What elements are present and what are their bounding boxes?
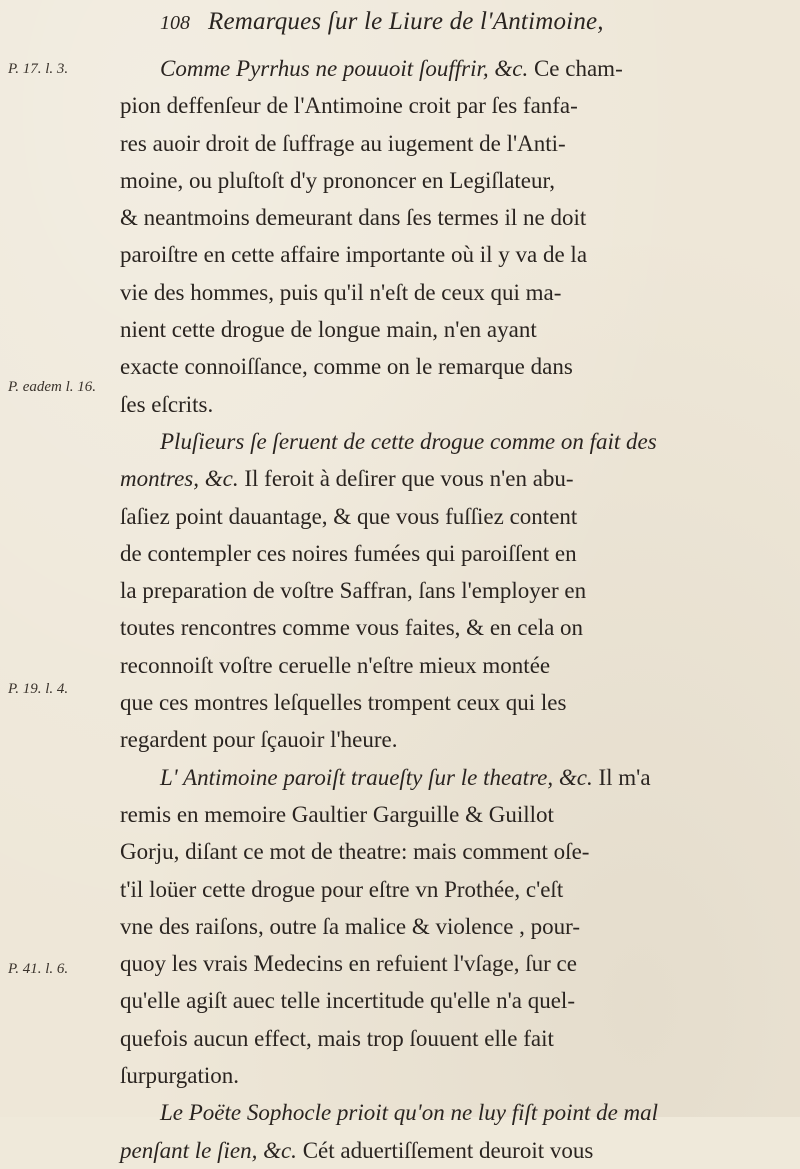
line-text: reconnoiſt voſtre ceruelle n'eſtre mieux montée bbox=[120, 652, 551, 678]
text-line bbox=[120, 348, 775, 385]
line-text: quefois aucun effect, mais trop ſouuent elle fait bbox=[120, 1025, 554, 1051]
lemma-italic: L' Antimoine paroiſt traueſty ſur le theatre, &c. bbox=[160, 764, 593, 790]
page-number: 108 bbox=[160, 12, 190, 34]
line-text: vne des raiſons, outre ſa malice & violence , pour- bbox=[120, 913, 581, 939]
lemma-italic: Le Poëte Sophocle prioit qu'on ne luy fiſt point de mal bbox=[160, 1100, 659, 1126]
lemma-italic: Pluſieurs ſe ſeruent de cette drogue comme on fait des bbox=[160, 428, 657, 454]
line-text: moine, ou pluſtoſt d'y prononcer en Legiſlateur, bbox=[120, 167, 556, 193]
text-line bbox=[120, 609, 775, 646]
text-line bbox=[120, 647, 775, 684]
margin-note: P. eadem l. 16. bbox=[8, 379, 97, 395]
line-text: regardent pour ſçauoir l'heure. bbox=[120, 727, 398, 753]
page-header bbox=[150, 8, 750, 48]
text-line bbox=[120, 1094, 775, 1131]
text-line bbox=[120, 759, 775, 796]
line-text: Il feroit à deſirer que vous n'en abu- bbox=[238, 466, 574, 492]
line-text: qu'elle agiſt auec telle incertitude qu'elle n'a quel- bbox=[120, 988, 575, 1014]
text-line bbox=[120, 386, 775, 423]
text-line bbox=[120, 833, 775, 870]
line-text: t'il loüer cette drogue pour eſtre vn Prothée, c'eſt bbox=[120, 876, 564, 902]
text-line bbox=[120, 684, 775, 721]
line-text: de contempler ces noires fumées qui paroiſſent en bbox=[120, 540, 577, 566]
text-line bbox=[120, 721, 775, 758]
text-line bbox=[120, 199, 775, 236]
line-text: vie des hommes, puis qu'il n'eſt de ceux qui ma- bbox=[120, 279, 562, 305]
line-text: ſurpurgation. bbox=[120, 1063, 240, 1089]
text-line bbox=[120, 87, 775, 124]
text-line bbox=[120, 162, 775, 199]
line-text: que ces montres leſquelles trompent ceux qui les bbox=[120, 690, 567, 716]
line-text: & neantmoins demeurant dans ſes termes il ne doit bbox=[120, 205, 587, 231]
line-text: toutes rencontres comme vous faites, & en cela on bbox=[120, 615, 584, 641]
line-text: pion deffenſeur de l'Antimoine croit par ſes fanfa- bbox=[120, 93, 578, 119]
text-line bbox=[120, 423, 775, 460]
line-text: Il m'a bbox=[592, 764, 651, 790]
text-line bbox=[120, 125, 775, 162]
running-title: Remarques ſur le Liure de l'Antimoine, bbox=[208, 8, 604, 35]
margin-note: P. 41. l. 6. bbox=[8, 961, 69, 977]
line-text: paroiſtre en cette affaire importante où il y va de la bbox=[120, 242, 588, 268]
line-text: ſes eſcrits. bbox=[120, 391, 214, 417]
line-text: ſaſiez point dauantage, & que vous fuſſiez content bbox=[120, 503, 578, 529]
lemma-italic: Comme Pyrrhus ne pouuoit ſouffrir, &c. bbox=[160, 56, 529, 81]
line-text: Ce cham- bbox=[528, 56, 623, 81]
text-line bbox=[120, 1132, 775, 1169]
text-line bbox=[120, 796, 775, 833]
text-line bbox=[120, 50, 775, 87]
line-text: la preparation de voſtre Saffran, ſans l'employer en bbox=[120, 578, 587, 604]
text-line bbox=[120, 908, 775, 945]
line-text: quoy les vrais Medecins en refuient l'vſage, ſur ce bbox=[120, 951, 577, 977]
line-text: Cét aduertiſſement deuroit vous bbox=[296, 1137, 594, 1163]
text-line bbox=[120, 274, 775, 311]
text-line bbox=[120, 982, 775, 1019]
text-line bbox=[120, 572, 775, 609]
line-text: res auoir droit de ſuffrage au iugement de l'Anti- bbox=[120, 130, 566, 156]
text-line bbox=[120, 311, 775, 348]
line-text: exacte connoiſſance, comme on le remarque dans bbox=[120, 354, 573, 380]
line-text: Gorju, diſant ce mot de theatre: mais comment oſe- bbox=[120, 839, 590, 865]
text-line bbox=[120, 535, 775, 572]
margin-note: P. 19. l. 4. bbox=[8, 681, 69, 697]
lemma-italic: penſant le ſien, &c. bbox=[120, 1137, 297, 1163]
text-line bbox=[120, 1020, 775, 1057]
line-text: remis en memoire Gaultier Garguille & Guillot bbox=[120, 801, 554, 827]
text-line bbox=[120, 1057, 775, 1094]
lemma-italic: montres, &c. bbox=[120, 466, 239, 492]
margin-note: P. 17. l. 3. bbox=[8, 61, 69, 77]
line-text: nient cette drogue de longue main, n'en ayant bbox=[120, 317, 537, 343]
text-line bbox=[120, 460, 775, 497]
text-line bbox=[120, 871, 775, 908]
body-text bbox=[120, 50, 775, 1169]
text-line bbox=[120, 498, 775, 535]
text-line bbox=[120, 236, 775, 273]
text-line bbox=[120, 945, 775, 982]
